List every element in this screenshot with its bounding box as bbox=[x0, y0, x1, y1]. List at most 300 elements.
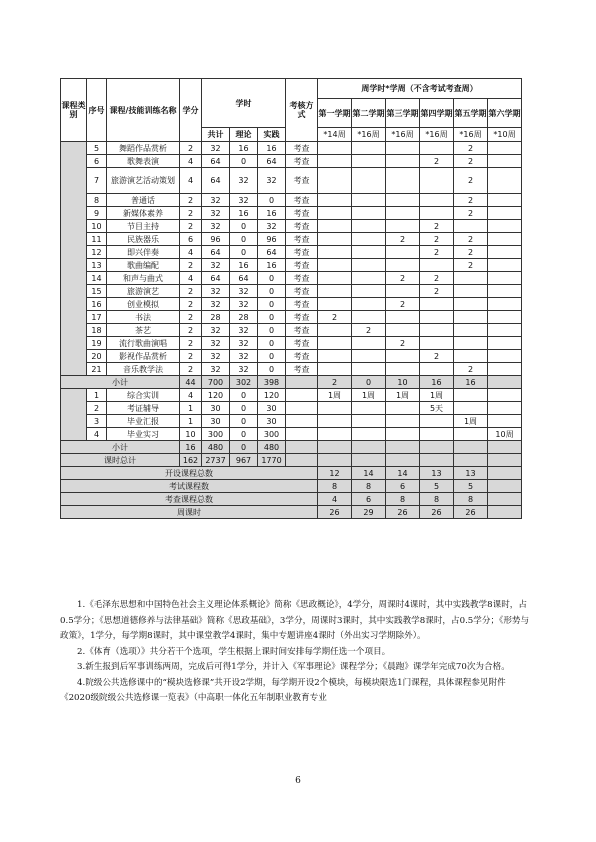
table-cell bbox=[352, 142, 386, 155]
table-cell: 700 bbox=[202, 376, 230, 389]
table-row bbox=[61, 272, 522, 285]
table-cell: 4 bbox=[180, 155, 202, 168]
table-cell: 28 bbox=[230, 311, 258, 324]
table-cell bbox=[488, 246, 522, 259]
table-cell: 10 bbox=[180, 428, 202, 441]
table-cell: 26 bbox=[386, 506, 420, 519]
table-cell bbox=[420, 142, 454, 155]
table-cell bbox=[454, 285, 488, 298]
table-row bbox=[61, 441, 522, 454]
table-cell bbox=[386, 454, 420, 467]
table-cell: 12 bbox=[87, 246, 107, 259]
table-cell: 4 bbox=[180, 246, 202, 259]
table-cell: 1 bbox=[87, 389, 107, 402]
table-cell: 14 bbox=[87, 272, 107, 285]
table-cell: 0 bbox=[230, 402, 258, 415]
table-cell bbox=[454, 441, 488, 454]
table-cell: 32 bbox=[258, 168, 286, 194]
table-row bbox=[61, 285, 522, 298]
page-number: 6 bbox=[295, 776, 301, 786]
table-cell bbox=[488, 259, 522, 272]
table-cell: 8 bbox=[386, 493, 420, 506]
table-cell: 10 bbox=[87, 220, 107, 233]
table-cell bbox=[352, 363, 386, 376]
table-cell: 0 bbox=[230, 428, 258, 441]
table-cell bbox=[352, 428, 386, 441]
table-cell bbox=[420, 311, 454, 324]
table-cell: 1周 bbox=[420, 389, 454, 402]
table-cell bbox=[318, 298, 352, 311]
header-weeks: *16周 bbox=[454, 128, 488, 142]
table-cell bbox=[488, 454, 522, 467]
table-cell: 4 bbox=[180, 168, 202, 194]
note-2: 2.《体育（选项）》共分若干个选项，学生根据上课时间安排每学期任选一个项目。 bbox=[77, 646, 391, 657]
table-cell: 考查 bbox=[286, 246, 318, 259]
header-hours-total: 共计 bbox=[202, 128, 230, 142]
table-cell: 12 bbox=[318, 467, 352, 480]
table-row bbox=[61, 220, 522, 233]
table-cell bbox=[318, 142, 352, 155]
table-cell bbox=[318, 428, 352, 441]
table-cell: 10周 bbox=[488, 428, 522, 441]
table-cell: 32 bbox=[202, 350, 230, 363]
table-row bbox=[61, 467, 522, 480]
table-cell: 32 bbox=[202, 207, 230, 220]
table-cell: 2 bbox=[386, 272, 420, 285]
table-cell bbox=[318, 402, 352, 415]
table-cell bbox=[352, 402, 386, 415]
table-cell bbox=[352, 298, 386, 311]
table-cell: 8 bbox=[420, 493, 454, 506]
table-row bbox=[61, 363, 522, 376]
table-cell bbox=[386, 415, 420, 428]
table-cell: 4 bbox=[180, 272, 202, 285]
table-cell: 0 bbox=[258, 350, 286, 363]
table-cell: 16 bbox=[180, 441, 202, 454]
table-cell bbox=[286, 415, 318, 428]
note-4: 4.院级公共选修课中的“模块选修课”共开设2学期，每学期开设2个模块，每模块限选1门课程，具体课程参见附件《2020级院级公共选修课一览表》（中高职一体化五年制职业教育专业 bbox=[60, 677, 506, 703]
table-cell: 398 bbox=[258, 376, 286, 389]
table-row bbox=[61, 428, 522, 441]
table-cell: 0 bbox=[258, 272, 286, 285]
table-cell: 32 bbox=[202, 324, 230, 337]
table-cell: 7 bbox=[87, 168, 107, 194]
course-name: 歌舞表演 bbox=[107, 155, 180, 168]
table-cell: 302 bbox=[230, 376, 258, 389]
table-cell bbox=[454, 272, 488, 285]
table-cell: 1周 bbox=[454, 415, 488, 428]
table-cell bbox=[386, 220, 420, 233]
summary-label: 考试课程数 bbox=[61, 480, 318, 493]
table-cell bbox=[488, 233, 522, 246]
course-name: 综合实训 bbox=[107, 389, 180, 402]
table-cell: 26 bbox=[420, 506, 454, 519]
table-cell bbox=[488, 376, 522, 389]
table-cell: 32 bbox=[202, 337, 230, 350]
header-term: 第一学期 bbox=[318, 99, 352, 128]
table-cell: 21 bbox=[87, 363, 107, 376]
table-cell bbox=[318, 415, 352, 428]
table-cell: 480 bbox=[258, 441, 286, 454]
table-cell bbox=[352, 272, 386, 285]
table-cell: 2 bbox=[180, 220, 202, 233]
table-cell bbox=[488, 337, 522, 350]
table-cell bbox=[318, 454, 352, 467]
table-row bbox=[61, 480, 522, 493]
table-cell: 5天 bbox=[420, 402, 454, 415]
table-cell: 4 bbox=[318, 493, 352, 506]
table-cell: 16 bbox=[258, 142, 286, 155]
table-cell: 2 bbox=[180, 194, 202, 207]
header-hours-practice: 实践 bbox=[258, 128, 286, 142]
table-cell bbox=[318, 324, 352, 337]
table-cell: 300 bbox=[258, 428, 286, 441]
table-cell: 2 bbox=[386, 298, 420, 311]
table-row bbox=[61, 454, 522, 467]
table-cell: 0 bbox=[258, 311, 286, 324]
table-cell: 64 bbox=[258, 155, 286, 168]
table-row bbox=[61, 389, 522, 402]
table-cell bbox=[386, 441, 420, 454]
table-cell bbox=[386, 142, 420, 155]
table-cell bbox=[386, 311, 420, 324]
table-cell: 26 bbox=[318, 506, 352, 519]
table-cell: 15 bbox=[87, 285, 107, 298]
table-cell bbox=[352, 311, 386, 324]
header-term: 第二学期 bbox=[352, 99, 386, 128]
table-cell: 2 bbox=[420, 246, 454, 259]
table-cell bbox=[454, 402, 488, 415]
table-cell bbox=[352, 246, 386, 259]
table-cell: 8 bbox=[454, 493, 488, 506]
table-cell bbox=[454, 324, 488, 337]
header-category: 课程类别 bbox=[61, 79, 87, 142]
table-row bbox=[61, 194, 522, 207]
table-cell: 0 bbox=[258, 194, 286, 207]
table-cell: 1770 bbox=[258, 454, 286, 467]
table-cell bbox=[386, 285, 420, 298]
table-cell: 0 bbox=[258, 285, 286, 298]
table-cell: 17 bbox=[87, 311, 107, 324]
course-name: 流行歌曲演唱 bbox=[107, 337, 180, 350]
table-cell: 2 bbox=[454, 233, 488, 246]
header-weeks: *16周 bbox=[386, 128, 420, 142]
table-cell: 0 bbox=[352, 376, 386, 389]
table-cell: 2 bbox=[180, 337, 202, 350]
table-cell bbox=[286, 454, 318, 467]
table-cell bbox=[286, 428, 318, 441]
table-cell: 考查 bbox=[286, 259, 318, 272]
table-cell bbox=[454, 454, 488, 467]
table-cell bbox=[420, 441, 454, 454]
table-cell: 16 bbox=[230, 207, 258, 220]
table-cell: 0 bbox=[230, 155, 258, 168]
table-cell: 2 bbox=[420, 155, 454, 168]
curriculum-table bbox=[60, 78, 522, 519]
table-cell bbox=[352, 168, 386, 194]
table-cell: 16 bbox=[230, 259, 258, 272]
table-cell bbox=[454, 337, 488, 350]
category-cell bbox=[61, 389, 87, 441]
table-cell: 2 bbox=[454, 363, 488, 376]
header-exam: 考核方式 bbox=[286, 79, 318, 142]
table-cell bbox=[488, 467, 522, 480]
table-cell: 14 bbox=[386, 467, 420, 480]
table-row bbox=[61, 259, 522, 272]
table-cell: 967 bbox=[230, 454, 258, 467]
table-cell: 0 bbox=[230, 389, 258, 402]
table-cell: 16 bbox=[258, 259, 286, 272]
table-cell: 考查 bbox=[286, 272, 318, 285]
table-cell bbox=[488, 363, 522, 376]
header-weeks: *16周 bbox=[420, 128, 454, 142]
table-cell: 2 bbox=[87, 402, 107, 415]
table-cell bbox=[318, 272, 352, 285]
table-cell bbox=[318, 207, 352, 220]
course-name: 旅游演艺活动策划 bbox=[107, 168, 180, 194]
table-cell bbox=[318, 285, 352, 298]
table-cell bbox=[420, 207, 454, 220]
table-row bbox=[61, 155, 522, 168]
table-cell: 考查 bbox=[286, 194, 318, 207]
course-name: 音乐教学法 bbox=[107, 363, 180, 376]
table-cell: 96 bbox=[258, 233, 286, 246]
table-cell: 13 bbox=[87, 259, 107, 272]
table-cell: 32 bbox=[230, 350, 258, 363]
table-row bbox=[61, 246, 522, 259]
table-cell: 0 bbox=[230, 246, 258, 259]
table-cell bbox=[488, 441, 522, 454]
table-cell bbox=[386, 324, 420, 337]
table-cell bbox=[318, 337, 352, 350]
table-cell: 2 bbox=[180, 207, 202, 220]
note-1: 1.《毛泽东思想和中国特色社会主义理论体系概论》简称《思政概论》，4学分，周课时4课时，其中实践教学8课时，占0.5学分；《思想道德修养与法律基础》简称《思政基础》，3学分，周课时3课时，其中实践教学8课时，占0.5学分；《形势与政策》，1学分，每学期8课时，其中课堂教学4课时，集中专题讲座4课时（外出实习学期除外）。 bbox=[60, 600, 530, 641]
table-cell bbox=[488, 480, 522, 493]
course-name: 和声与曲式 bbox=[107, 272, 180, 285]
table-cell: 96 bbox=[202, 233, 230, 246]
table-cell bbox=[420, 298, 454, 311]
table-cell bbox=[318, 168, 352, 194]
table-cell bbox=[352, 285, 386, 298]
table-cell: 考查 bbox=[286, 168, 318, 194]
summary-label: 周课时 bbox=[61, 506, 318, 519]
table-cell: 32 bbox=[230, 337, 258, 350]
table-row bbox=[61, 233, 522, 246]
table-row bbox=[61, 298, 522, 311]
header-seq: 序号 bbox=[87, 79, 107, 142]
table-cell: 2 bbox=[454, 155, 488, 168]
table-cell: 6 bbox=[352, 493, 386, 506]
table-cell: 32 bbox=[258, 220, 286, 233]
table-cell: 30 bbox=[258, 402, 286, 415]
table-cell: 2 bbox=[386, 233, 420, 246]
table-cell: 32 bbox=[230, 168, 258, 194]
table-row bbox=[61, 376, 522, 389]
table-cell: 32 bbox=[202, 194, 230, 207]
table-cell: 2 bbox=[420, 272, 454, 285]
table-cell: 120 bbox=[202, 389, 230, 402]
table-cell: 32 bbox=[230, 363, 258, 376]
table-cell bbox=[386, 428, 420, 441]
course-name: 歌曲编配 bbox=[107, 259, 180, 272]
table-cell: 64 bbox=[202, 168, 230, 194]
table-cell: 26 bbox=[454, 506, 488, 519]
table-cell bbox=[318, 155, 352, 168]
table-row bbox=[61, 207, 522, 220]
table-cell: 1周 bbox=[352, 389, 386, 402]
table-cell: 2 bbox=[180, 363, 202, 376]
table-cell: 6 bbox=[386, 480, 420, 493]
table-cell bbox=[286, 376, 318, 389]
table-cell: 30 bbox=[202, 402, 230, 415]
table-cell bbox=[488, 506, 522, 519]
subtotal-label: 小计 bbox=[61, 376, 180, 389]
course-name: 普通话 bbox=[107, 194, 180, 207]
header-term: 第五学期 bbox=[454, 99, 488, 128]
table-cell bbox=[454, 350, 488, 363]
header-name: 课程/技能训练名称 bbox=[107, 79, 180, 142]
table-cell: 8 bbox=[352, 480, 386, 493]
table-cell bbox=[318, 194, 352, 207]
table-cell: 18 bbox=[87, 324, 107, 337]
table-cell bbox=[352, 415, 386, 428]
table-cell: 2 bbox=[454, 168, 488, 194]
table-cell bbox=[386, 363, 420, 376]
table-cell bbox=[488, 350, 522, 363]
table-cell bbox=[420, 415, 454, 428]
table-cell bbox=[488, 285, 522, 298]
table-row bbox=[61, 337, 522, 350]
table-cell: 5 bbox=[454, 480, 488, 493]
table-cell: 0 bbox=[258, 324, 286, 337]
table-cell bbox=[318, 350, 352, 363]
notes-section bbox=[60, 598, 536, 707]
table-cell bbox=[488, 493, 522, 506]
table-cell: 2 bbox=[180, 350, 202, 363]
table-cell bbox=[352, 220, 386, 233]
table-cell: 考查 bbox=[286, 233, 318, 246]
table-cell: 6 bbox=[180, 233, 202, 246]
header-weeks: *16周 bbox=[352, 128, 386, 142]
table-cell bbox=[386, 246, 420, 259]
table-cell: 32 bbox=[202, 259, 230, 272]
table-cell: 0 bbox=[230, 415, 258, 428]
table-cell: 2 bbox=[180, 142, 202, 155]
table-cell: 14 bbox=[352, 467, 386, 480]
table-cell: 120 bbox=[258, 389, 286, 402]
table-cell: 考查 bbox=[286, 363, 318, 376]
table-cell bbox=[386, 402, 420, 415]
table-cell: 考查 bbox=[286, 350, 318, 363]
table-cell: 2 bbox=[454, 259, 488, 272]
table-cell: 2 bbox=[180, 285, 202, 298]
table-cell bbox=[386, 194, 420, 207]
table-cell bbox=[454, 428, 488, 441]
table-cell: 0 bbox=[258, 363, 286, 376]
header-term: 第三学期 bbox=[386, 99, 420, 128]
table-cell: 32 bbox=[202, 285, 230, 298]
table-cell: 32 bbox=[202, 363, 230, 376]
table-cell bbox=[420, 168, 454, 194]
course-name: 新媒体素养 bbox=[107, 207, 180, 220]
course-name: 毕业实习 bbox=[107, 428, 180, 441]
table-cell: 32 bbox=[230, 285, 258, 298]
table-cell bbox=[488, 415, 522, 428]
course-name: 旅游演艺 bbox=[107, 285, 180, 298]
table-cell bbox=[352, 155, 386, 168]
table-cell: 考查 bbox=[286, 311, 318, 324]
course-name: 即兴伴奏 bbox=[107, 246, 180, 259]
table-cell bbox=[420, 363, 454, 376]
table-cell: 2 bbox=[318, 376, 352, 389]
table-cell bbox=[454, 389, 488, 402]
table-cell: 64 bbox=[202, 246, 230, 259]
table-cell: 考查 bbox=[286, 285, 318, 298]
table-row bbox=[61, 350, 522, 363]
table-cell: 0 bbox=[230, 220, 258, 233]
course-name: 舞蹈作品赏析 bbox=[107, 142, 180, 155]
table-cell: 19 bbox=[87, 337, 107, 350]
table-cell: 32 bbox=[202, 298, 230, 311]
table-cell bbox=[352, 441, 386, 454]
table-cell bbox=[488, 194, 522, 207]
table-cell: 16 bbox=[230, 142, 258, 155]
table-cell bbox=[420, 337, 454, 350]
course-name: 民族器乐 bbox=[107, 233, 180, 246]
table-cell: 0 bbox=[230, 441, 258, 454]
table-cell: 20 bbox=[87, 350, 107, 363]
table-cell bbox=[488, 324, 522, 337]
course-name: 创业模拟 bbox=[107, 298, 180, 311]
table-cell bbox=[488, 155, 522, 168]
table-cell bbox=[454, 311, 488, 324]
table-cell: 64 bbox=[230, 272, 258, 285]
table-cell: 2 bbox=[180, 311, 202, 324]
table-cell: 2737 bbox=[202, 454, 230, 467]
table-cell bbox=[352, 233, 386, 246]
table-cell: 2 bbox=[180, 324, 202, 337]
table-cell: 考查 bbox=[286, 155, 318, 168]
table-cell: 32 bbox=[230, 324, 258, 337]
table-cell: 3 bbox=[87, 415, 107, 428]
table-cell bbox=[352, 259, 386, 272]
table-cell: 162 bbox=[180, 454, 202, 467]
table-cell: 5 bbox=[420, 480, 454, 493]
table-cell: 16 bbox=[87, 298, 107, 311]
table-row bbox=[61, 506, 522, 519]
table-cell: 30 bbox=[202, 415, 230, 428]
table-cell: 10 bbox=[386, 376, 420, 389]
table-cell bbox=[420, 324, 454, 337]
table-cell: 2 bbox=[318, 311, 352, 324]
table-cell: 6 bbox=[87, 155, 107, 168]
table-cell: 29 bbox=[352, 506, 386, 519]
table-cell: 考查 bbox=[286, 298, 318, 311]
table-cell: 5 bbox=[87, 142, 107, 155]
table-cell bbox=[488, 311, 522, 324]
table-cell bbox=[420, 194, 454, 207]
table-cell bbox=[352, 337, 386, 350]
table-cell: 28 bbox=[202, 311, 230, 324]
table-cell: 1周 bbox=[318, 389, 352, 402]
table-cell: 4 bbox=[180, 389, 202, 402]
table-cell: 30 bbox=[258, 415, 286, 428]
table-cell: 2 bbox=[454, 194, 488, 207]
table-cell bbox=[318, 233, 352, 246]
table-cell bbox=[454, 220, 488, 233]
table-cell: 8 bbox=[87, 194, 107, 207]
table-cell bbox=[318, 441, 352, 454]
